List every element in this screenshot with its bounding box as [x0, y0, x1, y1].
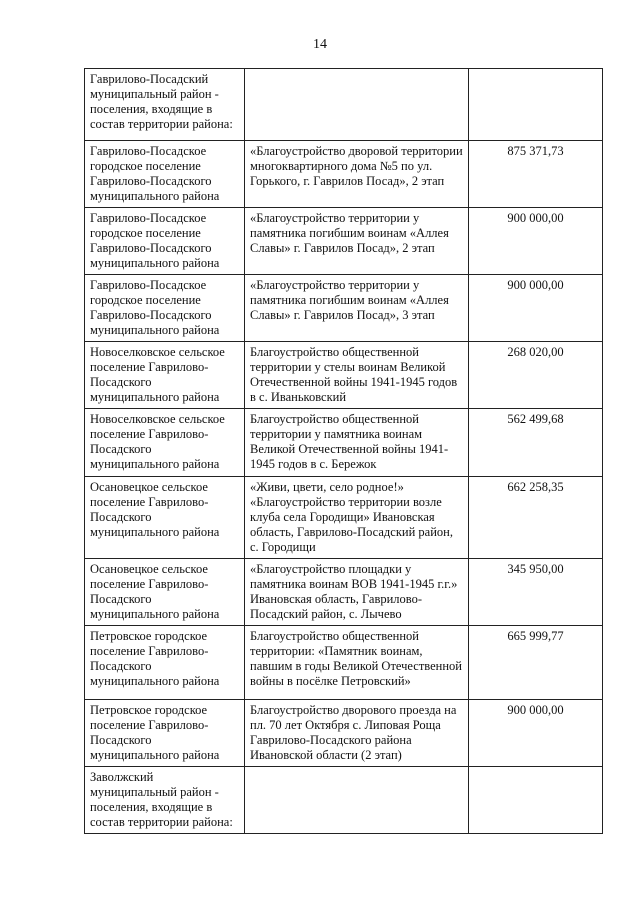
amount-cell: 345 950,00 [469, 559, 603, 626]
table-row [85, 342, 603, 409]
project-cell: Благоустройство общественной территории: «Памятник воинам, павшим в годы Великой Отечественной войны в посёлке Петровский» [245, 626, 469, 700]
page-number: 14 [313, 37, 327, 52]
entity-cell: Новоселковское сельское поселение Гаврилово-Посадского муниципального района [85, 342, 245, 409]
amount-cell: 900 000,00 [469, 208, 603, 275]
amount-cell: 662 258,35 [469, 477, 603, 559]
funding-table [84, 68, 603, 834]
project-cell: «Благоустройство площадки у памятника воинам ВОВ 1941-1945 г.г.» Ивановская область, Гаврилово-Посадский район, с. Лычево [245, 559, 469, 626]
table-row [85, 767, 603, 834]
amount-cell: 268 020,00 [469, 342, 603, 409]
entity-cell: Петровское городское поселение Гаврилово-Посадского муниципального района [85, 700, 245, 767]
amount-cell [469, 69, 603, 141]
amount-cell: 900 000,00 [469, 700, 603, 767]
project-cell: «Благоустройство территории у памятника погибшим воинам «Аллея Славы» г. Гаврилов Посад», 2 этап [245, 208, 469, 275]
entity-cell: Гаврилово-Посадское городское поселение Гаврилово-Посадского муниципального района [85, 275, 245, 342]
project-cell: Благоустройство общественной территории у памятника воинам Великой Отечественной войны 1941-1945 годов в с. Бережок [245, 409, 469, 477]
project-cell: «Благоустройство территории у памятника погибшим воинам «Аллея Славы» г. Гаврилов Посад», 3 этап [245, 275, 469, 342]
project-cell: «Живи, цвети, село родное!» «Благоустройство территории возле клуба села Городищи» Ивановская область, Гаврилово-Посадский район, с. Городищи [245, 477, 469, 559]
entity-cell: Новоселковское сельское поселение Гаврилово-Посадского муниципального района [85, 409, 245, 477]
table-row [85, 559, 603, 626]
entity-cell: Гаврилово-Посадский муниципальный район - поселения, входящие в состав территории района: [85, 69, 245, 141]
table-row [85, 141, 603, 208]
table-row [85, 477, 603, 559]
table-row [85, 626, 603, 700]
amount-cell: 562 499,68 [469, 409, 603, 477]
project-cell: Благоустройство общественной территории у стелы воинам Великой Отечественной войны 1941-1945 годов в с. Иваньковский [245, 342, 469, 409]
amount-cell: 665 999,77 [469, 626, 603, 700]
entity-cell: Осановецкое сельское поселение Гаврилово-Посадского муниципального района [85, 559, 245, 626]
project-cell [245, 767, 469, 834]
entity-cell: Гаврилово-Посадское городское поселение Гаврилово-Посадского муниципального района [85, 141, 245, 208]
entity-cell: Заволжский муниципальный район - поселения, входящие в состав территории района: [85, 767, 245, 834]
entity-cell: Гаврилово-Посадское городское поселение Гаврилово-Посадского муниципального района [85, 208, 245, 275]
amount-cell [469, 767, 603, 834]
table-row [85, 69, 603, 141]
project-cell [245, 69, 469, 141]
table-row [85, 700, 603, 767]
table-row [85, 208, 603, 275]
table-row [85, 275, 603, 342]
table-row [85, 409, 603, 477]
amount-cell: 875 371,73 [469, 141, 603, 208]
amount-cell: 900 000,00 [469, 275, 603, 342]
project-cell: Благоустройство дворового проезда на пл. 70 лет Октября с. Липовая Роща Гаврилово-Посадского района Ивановской области (2 этап) [245, 700, 469, 767]
entity-cell: Петровское городское поселение Гаврилово-Посадского муниципального района [85, 626, 245, 700]
project-cell: «Благоустройство дворовой территории многоквартирного дома №5 по ул. Горького, г. Гаврилов Посад», 2 этап [245, 141, 469, 208]
entity-cell: Осановецкое сельское поселение Гаврилово-Посадского муниципального района [85, 477, 245, 559]
